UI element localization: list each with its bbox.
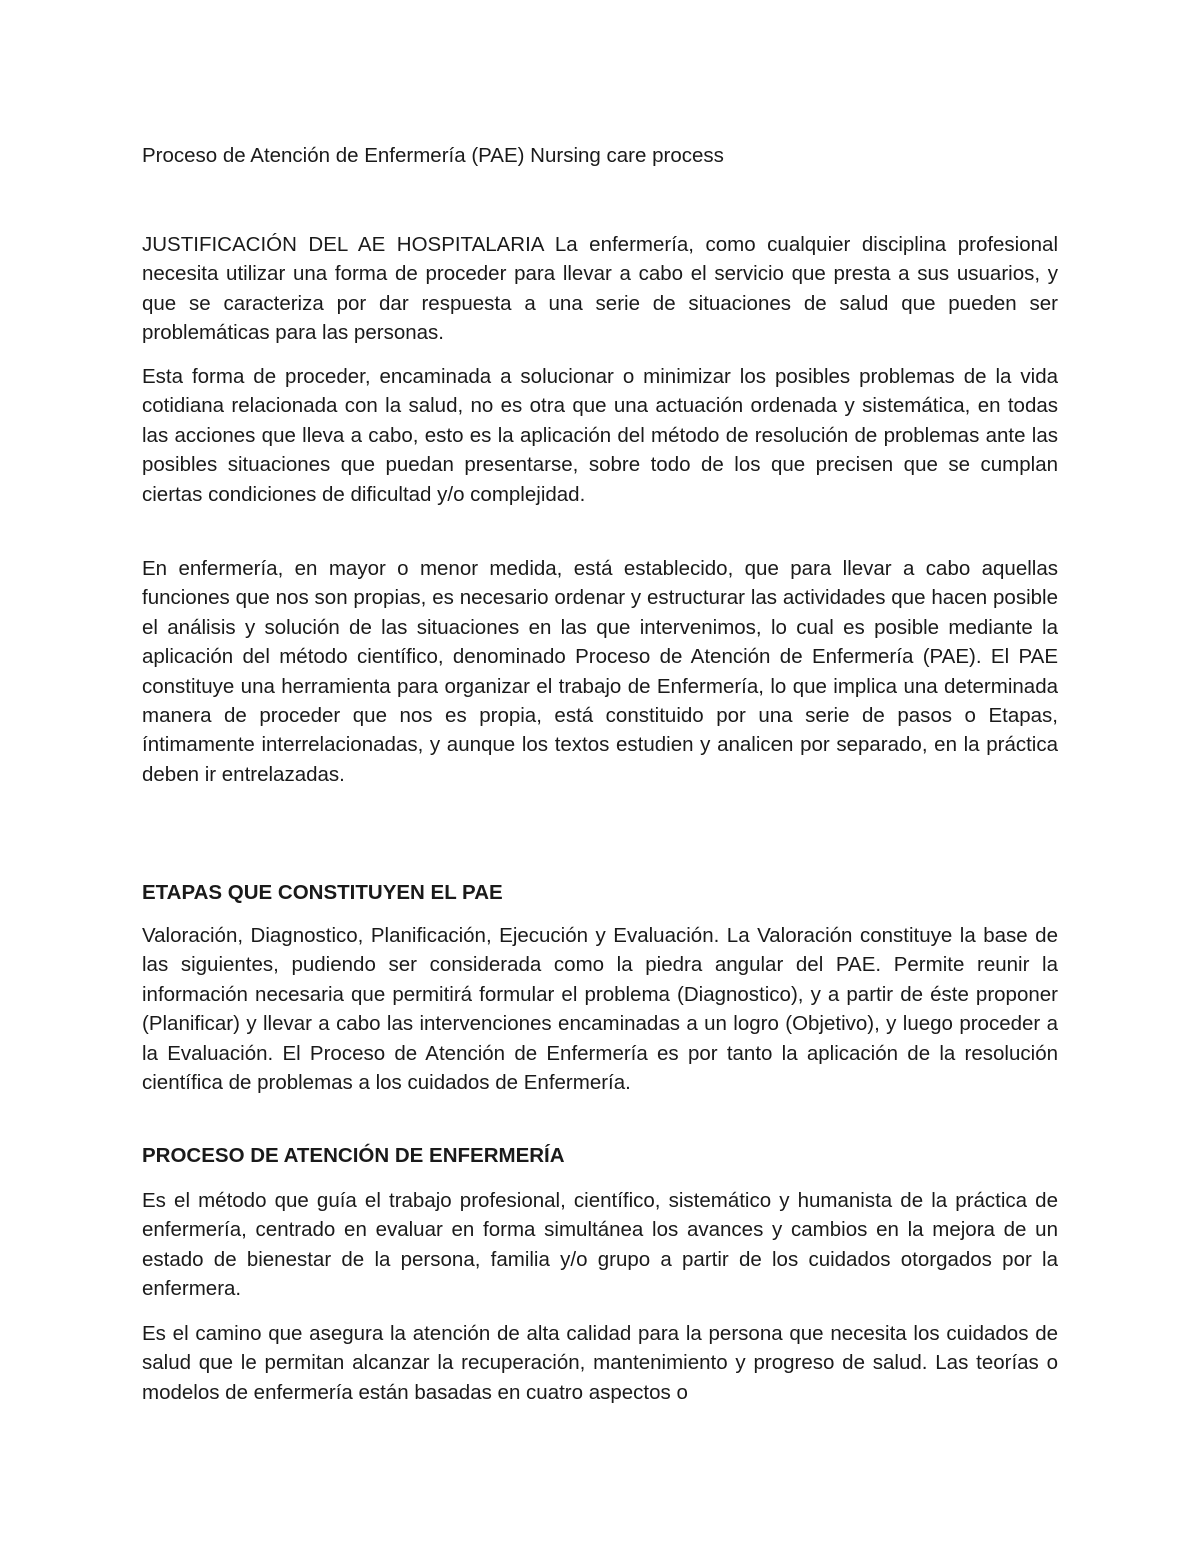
paragraph-forma-de-proceder: Esta forma de proceder, encaminada a solucionar o minimizar los posibles problemas de la vida cotidiana relacionada con la salud, no es otra que una actuación ordenada y sistemática, en todas las acciones que lleva a cabo, esto es la aplicación del método de resolución de problemas ante las posibles situaciones que puedan presentarse, sobre todo de los que precisen que se cumplan ciertas condiciones de dificultad y/o complejidad. [142,365,1058,506]
document-title: Proceso de Atención de Enfermería (PAE) Nursing care process [142,144,724,167]
paragraph-justificacion: JUSTIFICACIÓN DEL AE HOSPITALARIA La enfermería, como cualquier disciplina profesional necesita utilizar una forma de proceder para llevar a cabo el servicio que presta a sus usuarios, y que se caracteriza por dar respuesta a una serie de situaciones de salud que pueden ser problemáticas para las personas. [142,233,1058,345]
section-heading-etapas: ETAPAS QUE CONSTITUYEN EL PAE [142,881,503,904]
paragraph-camino: Es el camino que asegura la atención de alta calidad para la persona que necesita los cuidados de salud que le permitan alcanzar la recuperación, mantenimiento y progreso de salud. Las teorías o modelos de enfermería están basadas en cuatro aspectos o [142,1322,1058,1404]
paragraph-en-enfermeria: En enfermería, en mayor o menor medida, está establecido, que para llevar a cabo aquellas funciones que nos son propias, es necesario ordenar y estructurar las actividades que hacen posible el análisis y solución de las situaciones en las que intervenimos, lo cual es posible mediante la aplicación del método científico, denominado Proceso de Atención de Enfermería (PAE). El PAE constituye una herramienta para organizar el trabajo de Enfermería, lo que implica una determinada manera de proceder que nos es propia, está constituido por una serie de pasos o Etapas, íntimamente interrelacionadas, y aunque los textos estudien y analicen por separado, en la práctica deben ir entrelazadas. [142,557,1058,786]
section-heading-proceso: PROCESO DE ATENCIÓN DE ENFERMERÍA [142,1144,565,1167]
paragraph-etapas: Valoración, Diagnostico, Planificación, Ejecución y Evaluación. La Valoración constituye la base de las siguientes, pudiendo ser considerada como la piedra angular del PAE. Permite reunir la información necesaria que permitirá formular el problema (Diagnostico), y a partir de éste proponer (Planificar) y llevar a cabo las intervenciones encaminadas a un logro (Objetivo), y luego proceder a la Evaluación. El Proceso de Atención de Enfermería es por tanto la aplicación de la resolución científica de problemas a los cuidados de Enfermería. [142,924,1058,1095]
paragraph-metodo: Es el método que guía el trabajo profesional, científico, sistemático y humanista de la práctica de enfermería, centrado en evaluar en forma simultánea los avances y cambios en la mejora de un estado de bienestar de la persona, familia y/o grupo a partir de los cuidados otorgados por la enfermera. [142,1189,1058,1301]
